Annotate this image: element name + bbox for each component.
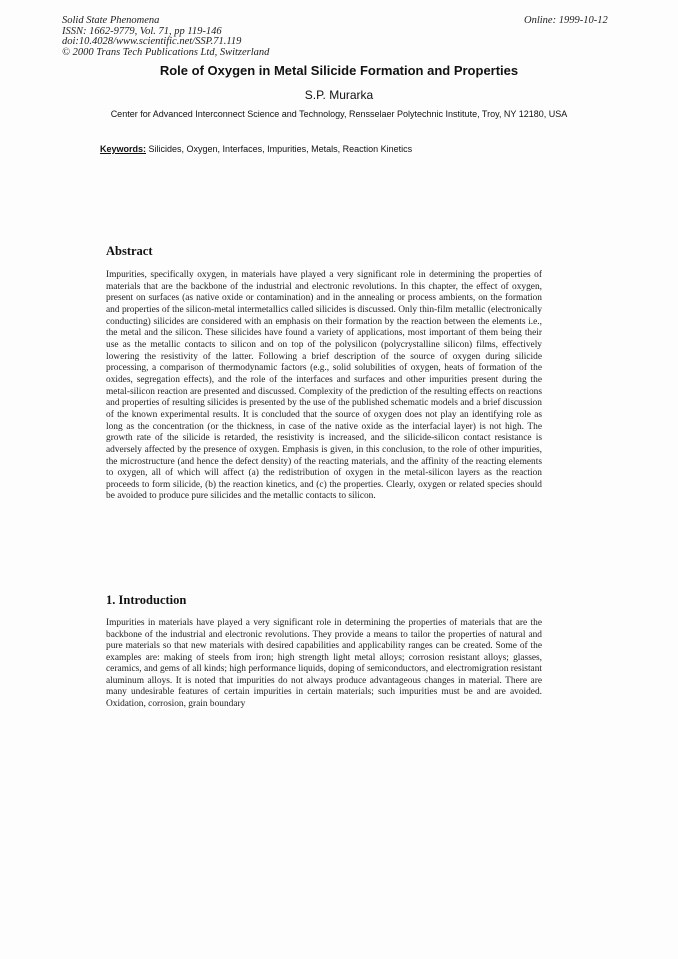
keywords-label: Keywords: bbox=[100, 144, 147, 154]
doi-line: doi:10.4028/www.scientific.net/SSP.71.119 bbox=[62, 36, 242, 48]
introduction-text: Impurities in materials have played a very significant role in determining the properties of materials that are the backbone of the industrial and electronic revolutions. They provide a means to tailor the properties of natural and pure materials so that new materials with desired capabilities and applicability ranges can be created. Some of the examples are: making of steels from iron; high strength light metal alloys; corrosion resistant alloys; glasses, ceramics, and gems of all kinds; high performance liquids, doping of semiconductors, and electromigration resistant aluminum alloys. It is noted that impurities do not always produce advantageous changes in material. There are many undesirable features of certain impurities in certain materials; such impurities must be and are avoided. Oxidation, corrosion, grain boundary bbox=[106, 618, 542, 709]
introduction-heading: 1. Introduction bbox=[106, 593, 187, 607]
issn-line: ISSN: 1662-9779, Vol. 71, pp 119-146 bbox=[62, 25, 222, 37]
keywords-list: Silicides, Oxygen, Interfaces, Impurities, Metals, Reaction Kinetics bbox=[148, 144, 413, 154]
copyright-line: © 2000 Trans Tech Publications Ltd, Switzerland bbox=[62, 46, 270, 58]
online-date: Online: 1999-10-12 bbox=[524, 15, 608, 26]
publication-header bbox=[62, 16, 269, 58]
keywords-line bbox=[100, 143, 412, 155]
abstract-heading: Abstract bbox=[106, 244, 153, 258]
paper-title: Role of Oxygen in Metal Silicide Formation and Properties bbox=[159, 63, 519, 78]
journal-name: Solid State Phenomena bbox=[62, 15, 160, 26]
abstract-text: Impurities, specifically oxygen, in materials have played a very significant role in determining the properties of materials that are the backbone of the industrial and electronic revolutions. In this chapter, the effect of oxygen, present on surfaces (as native oxide or contamination) and in the annealing or process ambients, on the formation and properties of the silicon-metal intermetallics called silicides is discussed. Only thin-film metallic (electronically conducting) silicides are considered with an emphasis on their formation by the reaction between the elements i.e., the metal and the silicon. These silicides have found a variety of applications, most important of them being their use as the metallic contacts to silicon and on top of the polysilicon (polycrystalline silicon) films, effectively lowering the resistivity of the latter. Following a brief description of the source of oxygen during silicide processing, a comparison of thermodynamic factors (e.g., solid solubilities of oxygen, heats of formation of the oxides, segregation effects), and the role of the interfaces and surfaces and other impurities present during the metal-silicon reaction are presented and discussed. Complexity of the prediction of the resulting effects on reactions and properties of resulting silicides is presented by the use of the published schematic models and a brief discussion of the known experimental results. It is concluded that the source of oxygen does not play an identifying role as long as the concentration (or the thickness, in case of the native oxide as the interfacial layer) is not high. The growth rate of the silicide is retarded, the resistivity is increased, and the silicide-silicon contact resistance is adversely affected by the presence of oxygen. Emphasis is given, in this conclusion, to the role of other impurities, the microstructure (and hence the defect density) of the reacting materials, and the affinity of the reacting elements to oxygen, all of which will affect (a) the redistribution of oxygen in the metal-silicon layers as the reaction proceeds to form silicide, (b) the reaction kinetics, and (c) the properties. Clearly, oxygen or related species should be avoided to produce pure silicides and the metallic contacts to silicon. bbox=[106, 270, 542, 502]
author-name: S.P. Murarka bbox=[304, 88, 374, 102]
author-affiliation: Center for Advanced Interconnect Science and Technology, Rensselaer Polytechnic Institute, Troy, NY 12180, USA bbox=[110, 109, 568, 119]
